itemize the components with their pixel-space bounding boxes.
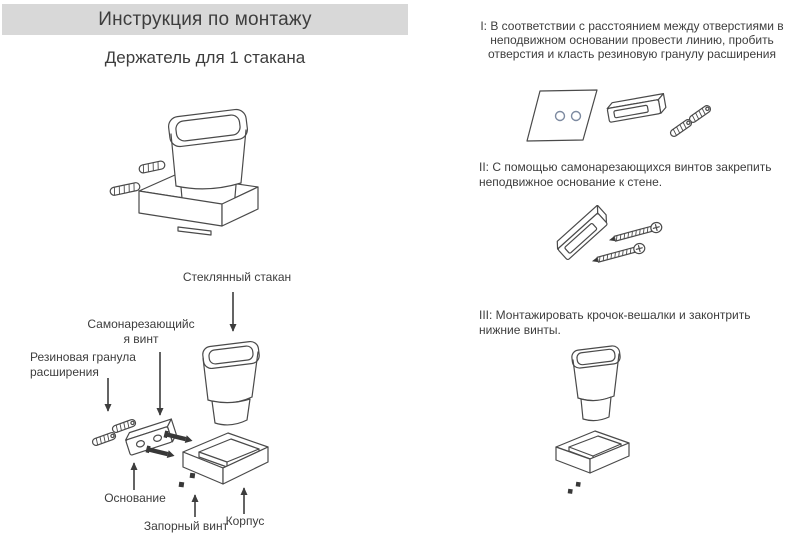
step-2-text: II: С помощью самонарезающихся винтов закрепить неподвижное основание к стене. bbox=[479, 160, 772, 189]
label-locking-screw: Запорный винт bbox=[143, 519, 229, 533]
label-glass-cup: Стеклянный стакан bbox=[182, 270, 292, 284]
exploded-glass-cup bbox=[202, 341, 260, 425]
wall-plate-drawing bbox=[527, 90, 597, 141]
locking-screw-icons bbox=[568, 482, 581, 494]
step-1-text: I: В соответствии с расстоянием между отверстиями в неподвижном основании провести линию, пробить отверстия и класть резиновую гранулу расширения bbox=[480, 19, 784, 61]
holder-foot bbox=[178, 227, 211, 235]
step-3-illustration bbox=[545, 345, 685, 500]
locking-screw-icons bbox=[179, 473, 196, 488]
label-rubber-granule: Резиновая гранула расширения bbox=[30, 350, 136, 379]
body-tray-drawing bbox=[556, 431, 629, 473]
header-bar bbox=[2, 4, 408, 35]
label-body: Корпус bbox=[225, 514, 265, 528]
glass-cup-drawing bbox=[571, 345, 621, 420]
step-2-illustration bbox=[540, 205, 720, 295]
step-3-text: III: Монтажировать крочок-вешалки и законтрить нижние винты. bbox=[479, 308, 751, 337]
exploded-diagram-art bbox=[0, 260, 400, 543]
label-self-tapping-screw bbox=[84, 317, 198, 347]
label-self-tapping-screw-line2: я винт bbox=[123, 332, 159, 346]
body-tray-drawing bbox=[183, 433, 268, 484]
product-subtitle: Держатель для 1 стакана bbox=[104, 48, 306, 67]
rubber-anchor-icons bbox=[669, 104, 712, 137]
mounting-plate-drawing bbox=[554, 205, 612, 260]
label-base: Основание bbox=[104, 491, 166, 505]
assembled-holder-illustration bbox=[90, 100, 310, 240]
mounting-plate-drawing bbox=[606, 94, 666, 123]
step-1-illustration bbox=[500, 85, 730, 157]
page-title: Инструкция по монтажу bbox=[98, 8, 312, 30]
label-self-tapping-screw-line1: Самонарезающийс bbox=[87, 317, 195, 331]
